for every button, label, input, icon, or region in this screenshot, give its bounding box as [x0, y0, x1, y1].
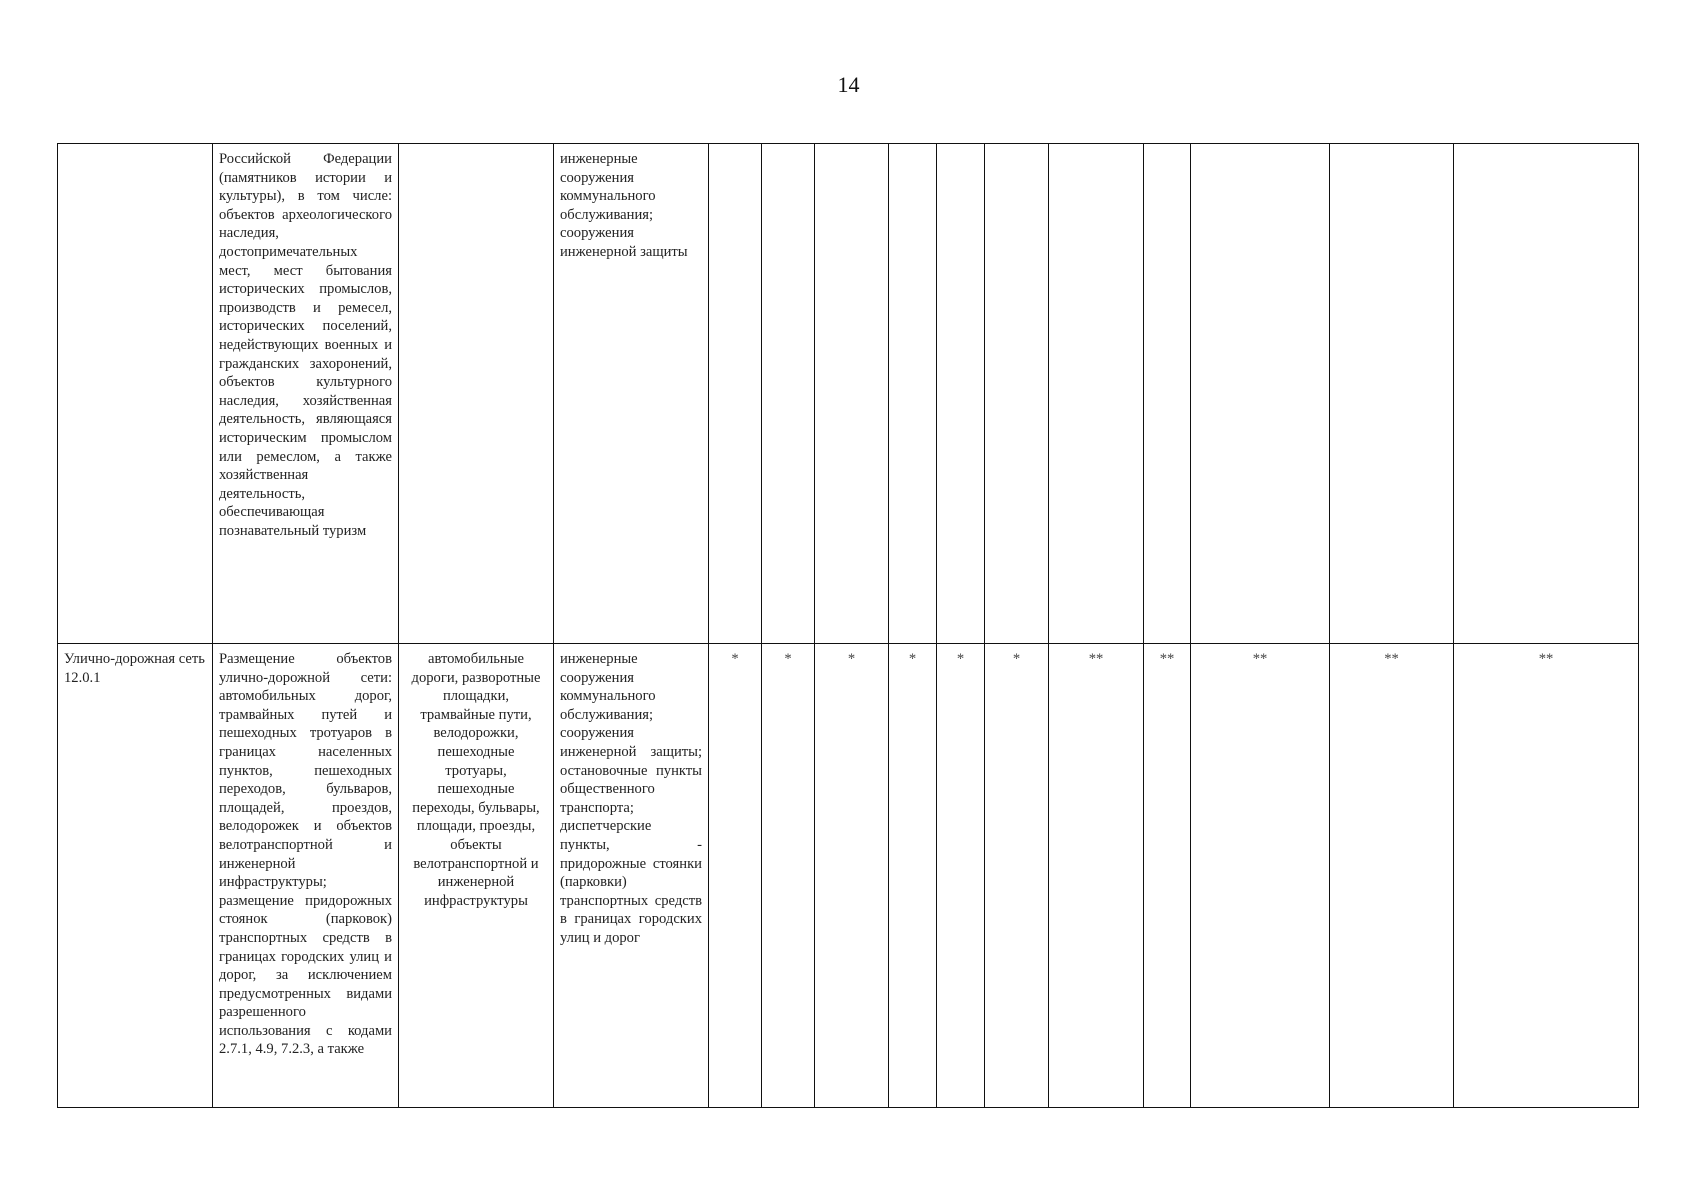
mark-cell: ** — [1330, 644, 1454, 1108]
use-name-cell: Улично-дорожная сеть 12.0.1 — [58, 644, 213, 1108]
mark-cell: ** — [1454, 644, 1639, 1108]
mark-cell: * — [985, 644, 1049, 1108]
mark-cell — [709, 144, 762, 644]
auxiliary-infrastructure-cell: инженерные сооружения коммунального обслуживания; сооружения инженерной защиты — [554, 144, 709, 644]
use-description-cell: Размещение объектов улично-дорожной сети: автомобильных дорог, трамвайных путей и пешеходных тротуаров в границах населенных пунктов, пешеходных переходов, бульваров, площадей, проездов, велодорожек и объектов велотранспортной и инженерной инфраструктуры; размещение придорожных стоянок (парковок) транспортных средств в границах городских улиц и дорог, за исключением предусмотренных видами разрешенного использования с кодами 2.7.1, 4.9, 7.2.3, а также — [213, 644, 399, 1108]
mark-cell — [1191, 144, 1330, 644]
mark-cell: ** — [1049, 644, 1144, 1108]
mark-cell — [1330, 144, 1454, 644]
mark-cell — [985, 144, 1049, 644]
mark-cell: * — [889, 644, 937, 1108]
mark-cell — [1454, 144, 1639, 644]
page-number: 14 — [837, 72, 860, 97]
mark-cell — [937, 144, 985, 644]
mark-cell — [1049, 144, 1144, 644]
mark-cell: ** — [1191, 644, 1330, 1108]
mark-cell: * — [709, 644, 762, 1108]
mark-cell — [815, 144, 889, 644]
mark-cell — [1144, 144, 1191, 644]
zoning-table — [57, 143, 1639, 1108]
mark-cell — [889, 144, 937, 644]
use-examples-cell — [399, 144, 554, 644]
mark-cell — [762, 144, 815, 644]
table-row — [58, 144, 1639, 644]
auxiliary-infrastructure-cell: инженерные сооружения коммунального обслуживания; сооружения инженерной защиты; остановочные пункты общественного транспорта; диспетчерские пункты, - придорожные стоянки (парковки) транспортных средств в границах городских улиц и дорог — [554, 644, 709, 1108]
mark-cell: * — [762, 644, 815, 1108]
mark-cell: * — [937, 644, 985, 1108]
use-description-cell: Российской Федерации (памятников истории и культуры), в том числе: объектов археологического наследия, достопримечательных мест, мест бытования исторических промыслов, производств и ремесел, исторических поселений, недействующих военных и гражданских захоронений, объектов культурного наследия, хозяйственная деятельность, являющаяся историческим промыслом или ремеслом, а также хозяйственная деятельность, обеспечивающая познавательный туризм — [213, 144, 399, 644]
use-examples-cell: автомобильные дороги, разворотные площадки, трамвайные пути, велодорожки, пешеходные тротуары, пешеходные переходы, бульвары, площади, проезды, объекты велотранспортной и инженерной инфраструктуры — [399, 644, 554, 1108]
mark-cell: * — [815, 644, 889, 1108]
use-name-cell — [58, 144, 213, 644]
table-row — [58, 644, 1639, 1108]
mark-cell: ** — [1144, 644, 1191, 1108]
